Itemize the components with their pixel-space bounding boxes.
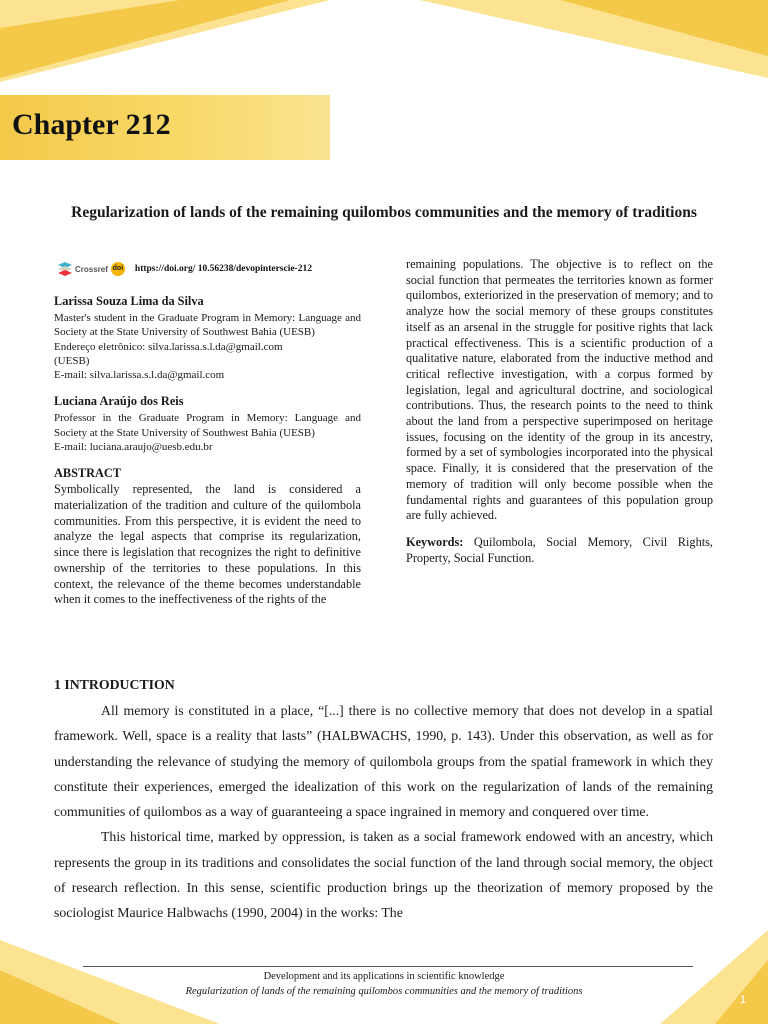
footer-divider xyxy=(83,966,693,967)
paragraph: This historical time, marked by oppression, is taken as a social framework endowed with an ancestry, which represents the group in its traditions and consolidates the social function of the land through social memory, the object of research reflection. In this sense, scientific production brings up the theorization of memory proposed by the sociologist Maurice Halbwachs (1990, 2004) in the works: The xyxy=(54,829,713,921)
author-email: E-mail: luciana.araujo@uesb.edu.br xyxy=(54,441,213,454)
author-1 xyxy=(54,294,361,382)
crossref-label: Crossref xyxy=(75,264,108,274)
keywords-text: Quilombola, Social Memory, Civil Rights, Property, Social Function. xyxy=(406,534,713,565)
chapter-label: Chapter 212 xyxy=(12,108,171,141)
left-column xyxy=(54,258,361,608)
author-affiliation: Professor in the Graduate Program in Memory: Language and Society at the State University of Southwest Bahia (UESB) xyxy=(54,412,361,439)
author-affiliation: Master's student in the Graduate Program in Memory: Language and Society at the State University of Southwest Bahia (UESB) xyxy=(54,312,361,339)
keywords xyxy=(406,534,713,566)
crossref-icon xyxy=(58,262,72,276)
introduction-body xyxy=(54,698,713,926)
crossref-logo xyxy=(58,262,108,276)
author-email-pt: Endereço eletrônico: silva.larissa.s.l.da@gmail.com xyxy=(54,340,283,353)
abstract-text-part2: remaining populations. The objective is to reflect on the social function that permeates the territories known as former quilombos, exteriorized in the preservation of memory; and to analyze how the social memory of these groups constitutes itself as an arsenal in the struggle for positive rights that lack practical effectiveness. This is a scientific production of a qualitative nature, elaborated from the inductive method and critical reflective investigation, with a corpus formed by legislation, legal and agricultural doctrine, and sociological contributions. Thus, the research points to the need to think about the land from a perspective superimposed on heritage issues, focusing on the identity of the group in its ancestry, formed by a set of symbologies incorporated into the physical space. Finally, it is considered that the preservation of the memory of tradition will only become possible when the fundamental rights and guarantees of this population group are fully achieved. xyxy=(406,257,713,523)
doi-icon: doi xyxy=(111,262,125,276)
page-number: 1 xyxy=(740,994,747,1006)
author-2 xyxy=(54,394,361,454)
right-column xyxy=(406,257,713,566)
author-name: Larissa Souza Lima da Silva xyxy=(54,294,204,308)
author-email: E-mail: silva.larissa.s.l.da@gmail.com xyxy=(54,369,225,382)
author-institution: (UESB) xyxy=(54,354,90,367)
doi-row xyxy=(54,258,361,280)
introduction-heading: 1 INTRODUCTION xyxy=(54,677,175,692)
author-name: Luciana Araújo dos Reis xyxy=(54,394,184,409)
abstract-text-part1: Symbolically represented, the land is considered a materialization of the tradition and culture of the quilombola communities. From this perspective, it is evident the need to analyze the legal aspects that comprise its regularization, since there is legislation that recognizes the right to definitive ownership of the territories to these populations. In this context, the relevance of the theme becomes understandable when it comes to the ineffectiveness of the rights of the xyxy=(54,482,361,607)
keywords-label: Keywords: xyxy=(406,534,464,549)
footer-chapter-title: Regularization of lands of the remaining quilombos communities and the memory of traditions xyxy=(185,986,583,997)
paragraph: All memory is constituted in a place, “[...] there is no collective memory that does not develop in a spatial framework. Well, space is a reality that lasts” (HALBWACHS, 1990, p. 143). Under this observation, as well as for understanding the relevance of studying the memory of quilombola groups from the spatial framework in which they constitute their experiences, emerged the idealization of this work on the regularization of lands of the remaining communities of quilombos as a way of guaranteeing a space ingrained in memory and conquered over time. xyxy=(54,703,713,820)
doi-link[interactable]: https://doi.org/ 10.56238/devopinterscie-212 xyxy=(134,264,312,274)
abstract-heading: ABSTRACT xyxy=(54,466,121,481)
paper-title: Regularization of lands of the remaining quilombos communities and the memory of traditions xyxy=(71,204,697,221)
footer-book-title: Development and its applications in scientific knowledge xyxy=(263,971,505,982)
